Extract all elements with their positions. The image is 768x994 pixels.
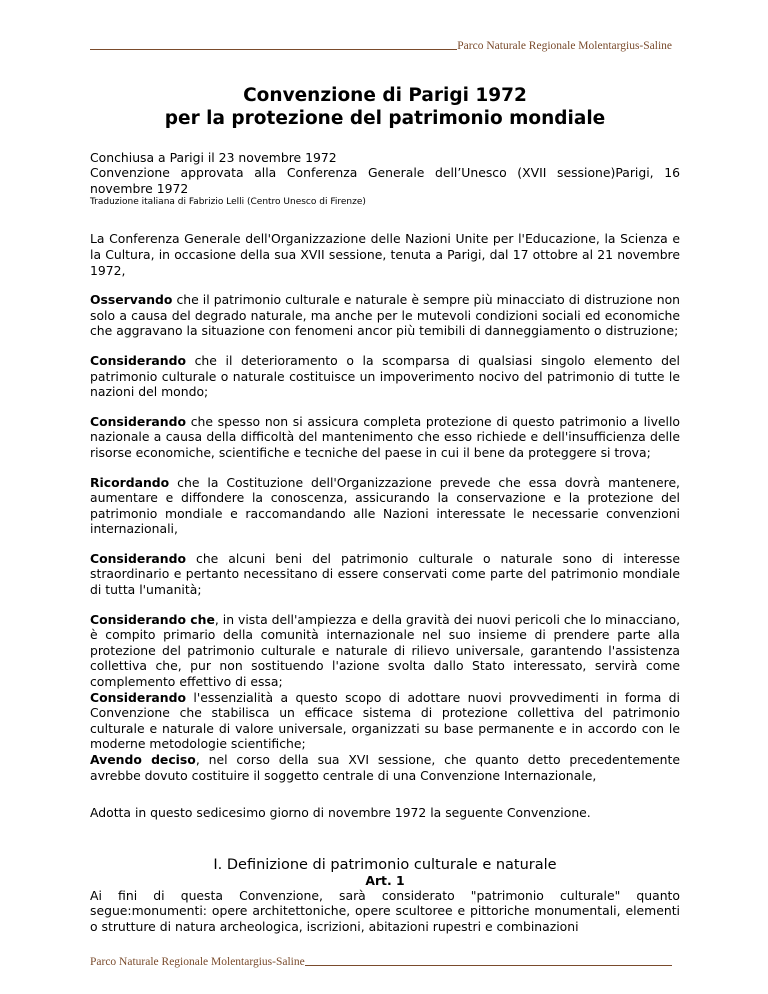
- preamble-lead: Considerando: [90, 550, 186, 566]
- preamble-lead: Considerando: [90, 413, 186, 429]
- document-meta: [90, 150, 680, 209]
- preamble-lead: Ricordando: [90, 474, 170, 490]
- section-title: I. Definizione di patrimonio culturale e naturale: [213, 856, 557, 873]
- title-line-2: per la protezione del patrimonio mondiale: [164, 108, 606, 129]
- preamble-lead: Avendo deciso: [90, 752, 196, 768]
- header-text: Parco Naturale Regionale Molentargius-Saline: [457, 40, 672, 52]
- adoption-statement: Adotta in questo sedicesimo giorno di novembre 1972 la seguente Convenzione.: [90, 805, 591, 821]
- intro-paragraph: La Conferenza Generale dell'Organizzazione delle Nazioni Unite per l'Educazione, la Scienza e la Cultura, in occasione della sua XVII sessione, tenuta a Parigi, dal 17 ottobre al 21 novembre 1972,: [90, 231, 680, 278]
- preamble-lead: Considerando che: [90, 611, 215, 627]
- preamble-text: l'essenzialità a questo scopo di adottare nuovi provvedimenti in forma di Convenzione che stabilisca un efficace sistema di protezione collettiva del patrimonio culturale e naturale di valore universale, organizzati su base permanente e in accordo con le moderne metodologie scientifiche;: [90, 689, 680, 752]
- preamble-block: [90, 612, 680, 784]
- preamble-paragraph-1: [90, 292, 680, 339]
- preamble-paragraph-3: [90, 414, 680, 461]
- preamble-block-paragraph-2: [90, 690, 680, 752]
- preamble-text: che la Costituzione dell'Organizzazione prevede che essa dovrà mantenere, aumentare e diffondere la conoscenza, assicurando la conservazione e la protezione del patrimonio mondiale e raccomandando alle Nazioni interessate le necessarie convenzioni internazionali,: [90, 474, 680, 537]
- title-line-1: Convenzione di Parigi 1972: [243, 85, 527, 106]
- page-header: [90, 38, 672, 52]
- preamble-lead: Osservando: [90, 292, 173, 308]
- article-heading: Art. 1: [365, 872, 405, 888]
- preamble-text: , in vista dell'ampiezza e della gravità dei nuovi pericoli che lo minacciano, è compito primario della comunità internazionale nel suo insieme di prendere parte alla protezione del patrimonio culturale e naturale di rilievo universale, garantendo l'assistenza collettiva che, pur non sostituendo l'azione svolta dallo Stato interessato, servirà come complemento effettivo di essa;: [90, 611, 681, 690]
- meta-approved: Convenzione approvata alla Conferenza Generale dell’Unesco (XVII sessione)Parigi, 16 novembre 1972: [90, 165, 680, 196]
- footer-rule: [305, 965, 672, 966]
- preamble-text: che il deterioramento o la scomparsa di qualsiasi singolo elemento del patrimonio culturale o naturale costituisce un impoverimento nocivo del patrimonio di tutte le nazioni del mondo;: [90, 352, 680, 400]
- footer-text: Parco Naturale Regionale Molentargius-Saline: [90, 956, 305, 968]
- preamble-block-paragraph-3: [90, 752, 680, 783]
- document-title: [90, 84, 680, 130]
- preamble-lead: Considerando: [90, 689, 186, 705]
- preamble-text: che il patrimonio culturale e naturale è sempre più minacciato di distruzione non solo a causa del degrado naturale, ma anche per le mutevoli condizioni sociali ed economiche che aggravano la situazione con fenomeni ancor più temibili di danneggiamento o distruzione;: [90, 292, 680, 339]
- page-footer: [90, 954, 672, 968]
- preamble-paragraph-2: [90, 353, 680, 400]
- header-rule: [90, 49, 457, 50]
- meta-concluded: Conchiusa a Parigi il 23 novembre 1972: [90, 150, 337, 165]
- preamble-block-paragraph-1: [90, 612, 680, 690]
- preamble-paragraph-5: [90, 551, 680, 598]
- preamble-text: , nel corso della sua XVI sessione, che quanto detto precedentemente avrebbe dovuto costituire il soggetto centrale di una Convenzione Internazionale,: [90, 752, 680, 783]
- preamble-text: che spesso non si assicura completa protezione di questo patrimonio a livello nazionale a causa della difficoltà del mantenimento che esso richiede e dell'insufficienza delle risorse economiche, scientifiche e tecniche del paese in cui il bene da proteggere si trova;: [90, 413, 680, 460]
- preamble-lead: Considerando: [90, 352, 186, 368]
- preamble-text: che alcuni beni del patrimonio culturale o naturale sono di interesse straordinario e pertanto necessitano di essere conservati come parte del patrimonio mondiale di tutta l'umanità;: [90, 550, 680, 598]
- article-1-text: Ai fini di questa Convenzione, sarà considerato "patrimonio culturale" quanto segue:monumenti: opere architettoniche, opere scultoree e pittoriche monumentali, elementi o strutture di natura archeologica, iscrizioni, abitazioni rupestri e combinazioni: [90, 887, 680, 934]
- meta-translation: Traduzione italiana di Fabrizio Lelli (Centro Unesco di Firenze): [90, 197, 366, 208]
- document-body: [90, 84, 680, 935]
- preamble-paragraph-4: [90, 475, 680, 537]
